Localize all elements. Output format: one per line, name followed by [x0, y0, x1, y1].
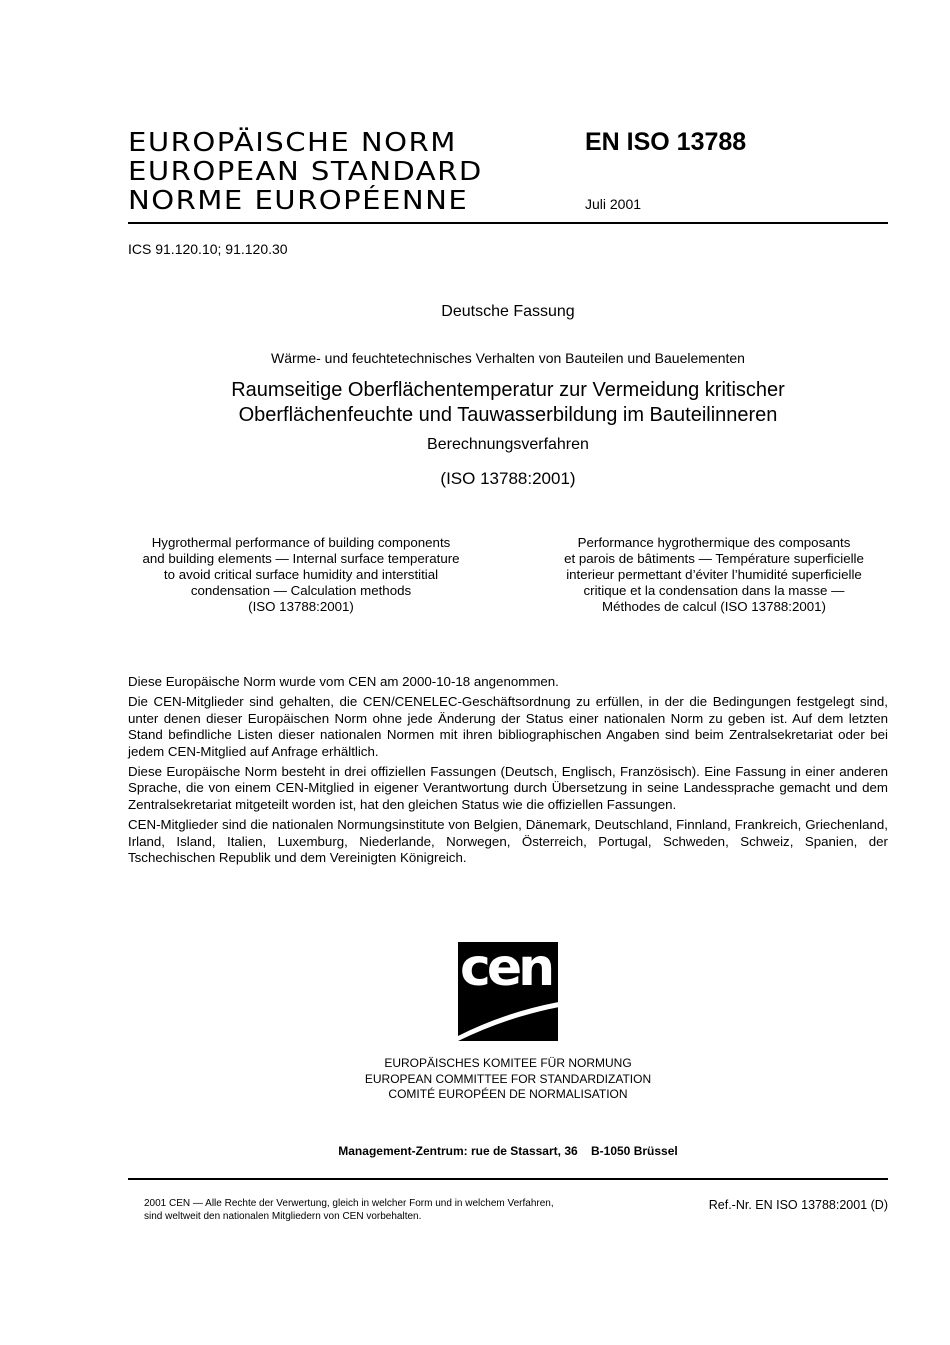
- french-title-line: et parois de bâtiments — Température superficielle: [564, 551, 864, 566]
- main-title-line-2: Oberflächenfeuchte und Tauwasserbildung im Bauteilinneren: [238, 404, 778, 426]
- title-french: NORME EUROPÉENNE: [128, 186, 469, 216]
- body-paragraph: Die CEN-Mitglieder sind gehalten, die CEN/CENELEC-Geschäftsordnung zu erfüllen, in der die Bedingungen festgelegt sind, unter denen dieser Europäischen Norm ohne jede Änderung der Status einer nationalen Norm zu geben ist. Auf dem letzten Stand befindliche Listen dieser nationalen Normen mit ihren bibliographischen Angaben sind beim Zentralsekretariat oder bei jedem CEN-Mitglied auf Anfrage erhältlich.: [128, 694, 888, 759]
- english-title-line: condensation — Calculation methods: [190, 583, 412, 598]
- french-title-line: interieur permettant d’éviter l’humidité superficielle: [566, 567, 862, 582]
- reference-number: Ref.-Nr. EN ISO 13788:2001 (D): [708, 1198, 888, 1212]
- title-german: EUROPÄISCHE NORM: [128, 128, 457, 158]
- version-label: Deutsche Fassung: [441, 303, 575, 320]
- main-title-line-1: Raumseitige Oberflächentemperatur zur Vermeidung kritischer: [231, 379, 785, 401]
- committee-name-french: COMITÉ EUROPÉEN DE NORMALISATION: [388, 1087, 628, 1101]
- header-rule: [128, 222, 888, 224]
- copyright-line: 2001 CEN — Alle Rechte der Verwertung, gleich in welcher Form und in welchem Verfahren,: [144, 1198, 554, 1209]
- footer-rule: [128, 1178, 888, 1180]
- standard-number: EN ISO 13788: [585, 128, 747, 156]
- body-paragraph: Diese Europäische Norm wurde vom CEN am 2000-10-18 angenommen.: [128, 674, 559, 689]
- publication-date: Juli 2001: [585, 196, 642, 212]
- english-title-line: (ISO 13788:2001): [248, 599, 354, 614]
- copyright-line: sind weltweit den nationalen Mitgliedern von CEN vorbehalten.: [144, 1210, 422, 1222]
- english-title-line: Hygrothermal performance of building components: [151, 535, 451, 550]
- iso-reference: (ISO 13788:2001): [440, 469, 576, 488]
- english-title-line: and building elements — Internal surface temperature: [142, 551, 460, 566]
- french-title-line: Méthodes de calcul (ISO 13788:2001): [602, 599, 826, 614]
- committee-name-english: EUROPEAN COMMITTEE FOR STANDARDIZATION: [364, 1071, 652, 1086]
- copyright-notice: [144, 1198, 554, 1223]
- body-paragraph: CEN-Mitglieder sind die nationalen Normungsinstitute von Belgien, Dänemark, Deutschland, Finnland, Frankreich, Griechenland, Irland, Island, Italien, Luxemburg, Niederlande, Norwegen, Österreich, Portugal, Schweden, Schweiz, Spanien, der Tschechischen Republik und dem Vereinigten Königreich.: [128, 817, 888, 866]
- ics-code: ICS 91.120.10; 91.120.30: [128, 241, 288, 257]
- title-english: EUROPEAN STANDARD: [128, 157, 483, 187]
- french-title-line: critique et la condensation dans la masse —: [583, 583, 845, 598]
- body-text: [128, 674, 888, 870]
- subtitle: Berechnungsverfahren: [427, 436, 589, 453]
- cen-logo: [458, 942, 558, 1041]
- cen-logo-text: cen: [460, 942, 552, 998]
- subject-line: Wärme- und feuchtetechnisches Verhalten von Bauteilen und Bauelementen: [271, 350, 745, 366]
- committee-name-german: EUROPÄISCHES KOMITEE FÜR NORMUNG: [384, 1056, 632, 1070]
- body-paragraph: Diese Europäische Norm besteht in drei offiziellen Fassungen (Deutsch, Englisch, Französisch). Eine Fassung in einer anderen Sprache, die von einem CEN-Mitglied in eigener Verantwortung durch Übersetzung in seine Landessprache gemacht und dem Zentralsekretariat mitgeteilt worden ist, hat den gleichen Status wie die offiziellen Fassungen.: [128, 764, 888, 812]
- french-title-line: Performance hygrothermique des composants: [577, 535, 851, 550]
- french-title-block: [530, 535, 898, 615]
- management-address: Management-Zentrum: rue de Stassart, 36 B-1050 Brüssel: [338, 1144, 678, 1158]
- english-title-line: to avoid critical surface humidity and interstitial: [163, 567, 439, 582]
- main-title: [128, 378, 888, 428]
- english-title-block: [118, 535, 484, 615]
- committee-names: [128, 1056, 888, 1103]
